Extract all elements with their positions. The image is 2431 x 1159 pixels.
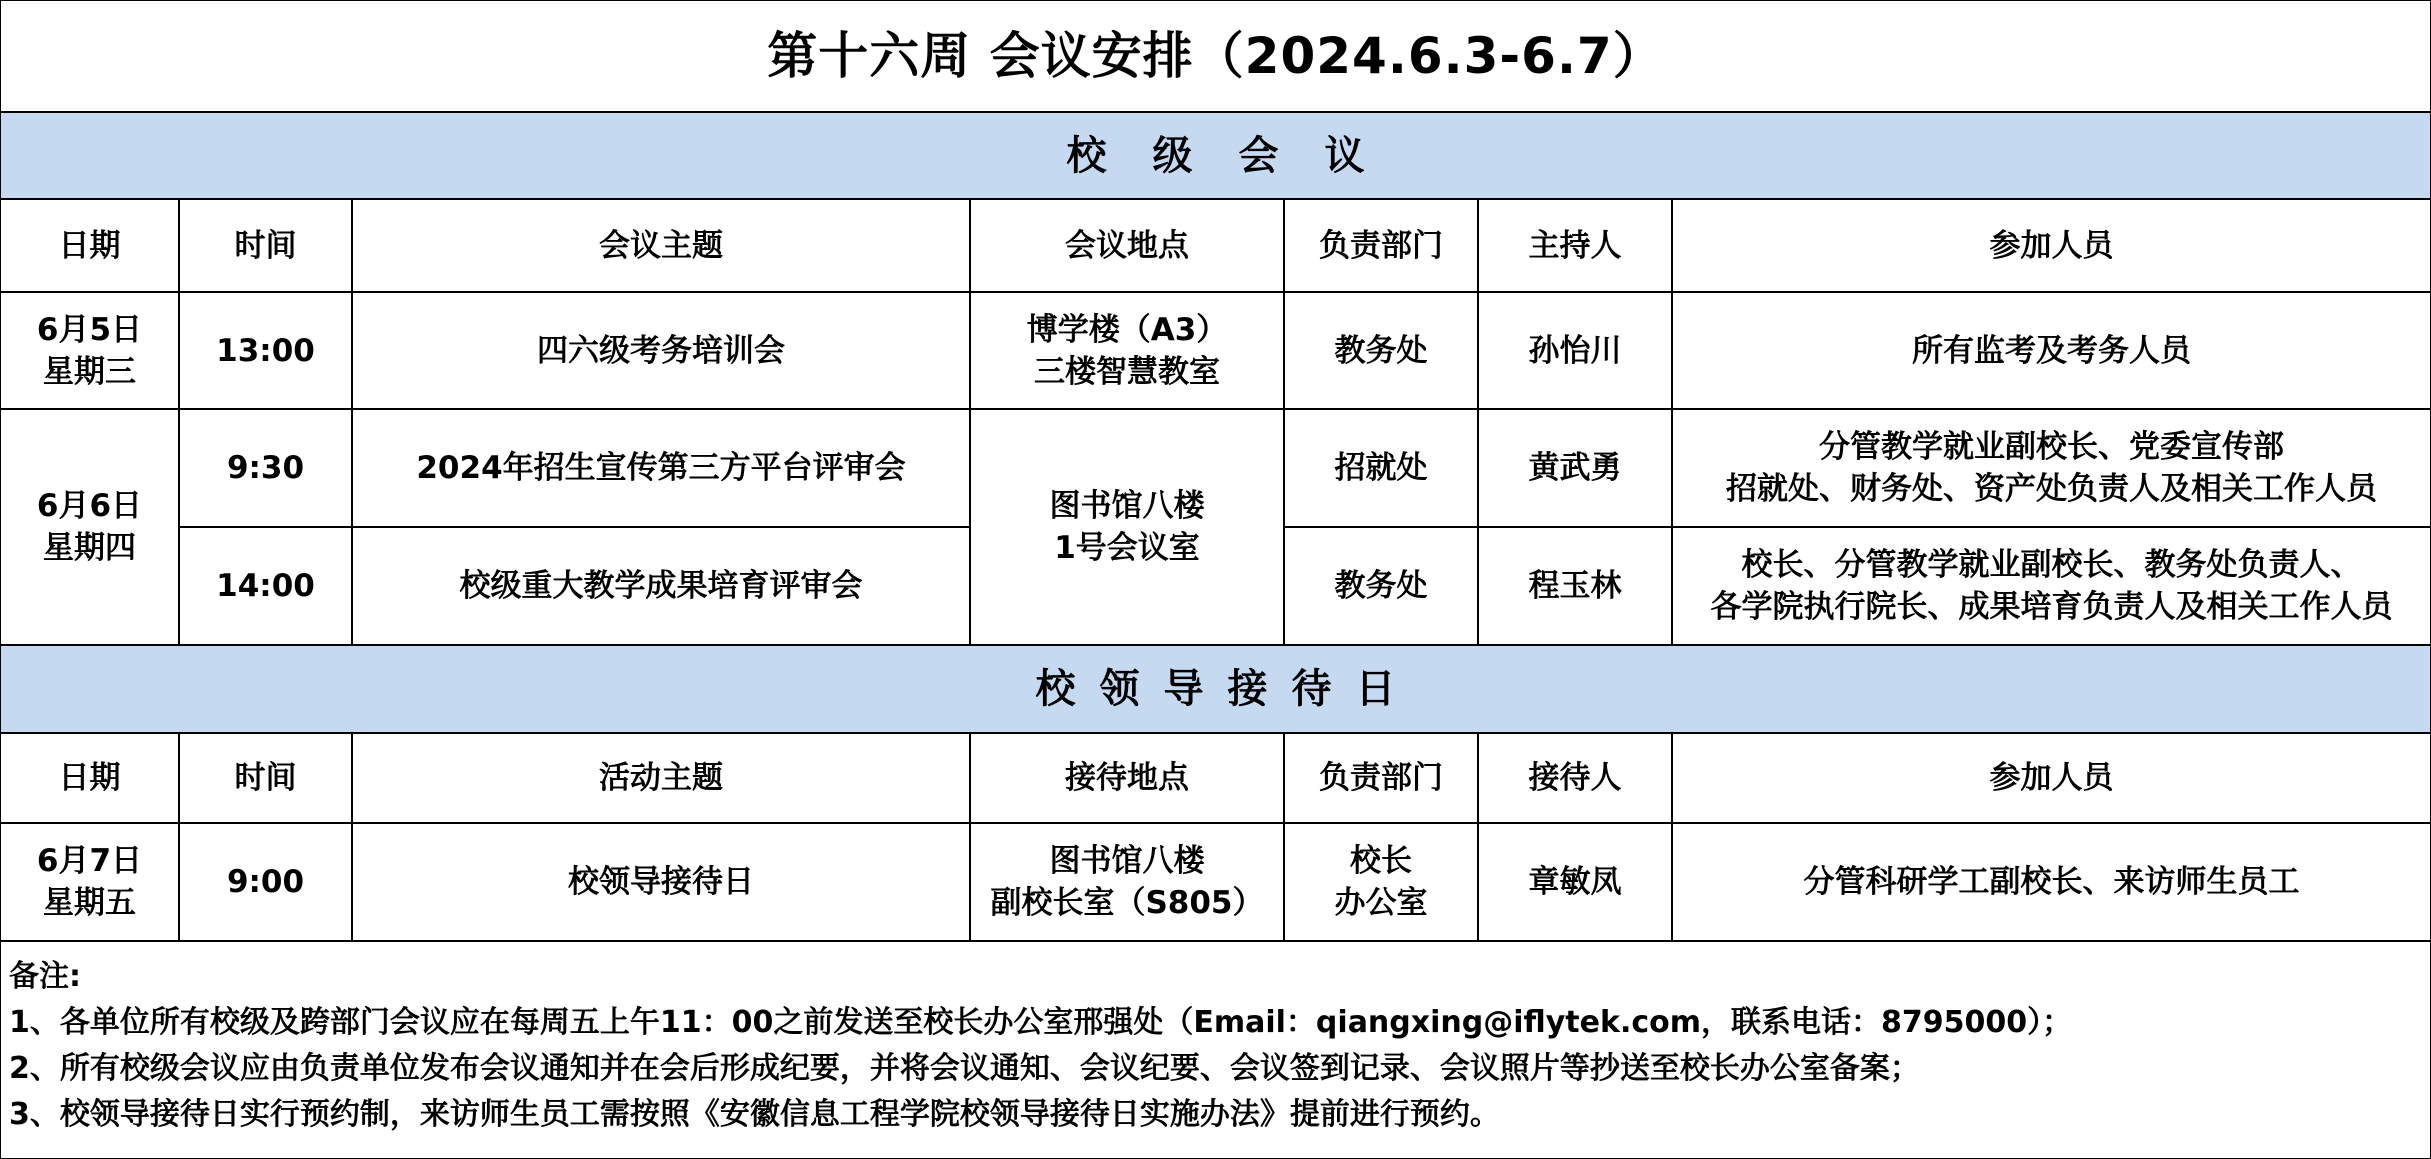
- host-cell: 黄武勇: [1478, 409, 1672, 527]
- date: 6月7日: [36, 843, 143, 879]
- attendees-cell: [1672, 409, 2430, 527]
- attendees-line: 招就处、财务处、资产处负责人及相关工作人员: [1726, 471, 2378, 507]
- header-location: 接待地点: [970, 733, 1284, 823]
- dept-line: 办公室: [1334, 885, 1428, 921]
- dept-cell: 教务处: [1284, 292, 1478, 409]
- dept-cell: 招就处: [1284, 409, 1478, 527]
- date-cell: [1, 409, 179, 645]
- host-cell: 章敏凤: [1478, 823, 1672, 941]
- note-item: 1、各单位所有校级及跨部门会议应在每周五上午11：00之前发送至校长办公室邢强处（Email：qiangxing@iflytek.com，联系电话：8795000）；: [9, 1005, 2073, 1040]
- header-time: 时间: [179, 199, 352, 292]
- table-row: [1, 409, 2430, 527]
- location-line: 图书馆八楼: [1049, 488, 1205, 524]
- host-cell: 孙怡川: [1478, 292, 1672, 409]
- header-topic: 活动主题: [352, 733, 970, 823]
- topic-cell: 2024年招生宣传第三方平台评审会: [352, 409, 970, 527]
- table-row: [1, 823, 2430, 941]
- table-header-row: [1, 733, 2430, 823]
- location-line: 三楼智慧教室: [1034, 353, 1220, 390]
- header-host: 接待人: [1478, 733, 1672, 823]
- date-cell: [1, 823, 179, 941]
- attendees-line: 校长、分管教学就业副校长、教务处负责人、: [1741, 547, 2362, 583]
- note-item: 3、校领导接待日实行预约制，来访师生员工需按照《安徽信息工程学院校领导接待日实施办法》提前进行预约。: [9, 1097, 1500, 1132]
- note-item: 2、所有校级会议应由负责单位发布会议通知并在会后形成纪要，并将会议通知、会议纪要、会议签到记录、会议照片等抄送至校长办公室备案；: [9, 1051, 1920, 1086]
- location-cell: [970, 409, 1284, 645]
- header-date: 日期: [1, 199, 179, 292]
- attendees-line: 分管教学就业副校长、党委宣传部: [1819, 429, 2285, 465]
- notes-label: 备注:: [9, 959, 81, 994]
- header-host: 主持人: [1478, 199, 1672, 292]
- header-topic: 会议主题: [352, 199, 970, 292]
- weekday: 星期三: [43, 353, 136, 390]
- header-dept: 负责部门: [1284, 199, 1478, 292]
- location-line: 1号会议室: [1054, 530, 1200, 566]
- attendees-cell: [1672, 527, 2430, 645]
- dept-cell: 教务处: [1284, 527, 1478, 645]
- weekday: 星期四: [43, 530, 136, 566]
- attendees-cell: 分管科研学工副校长、来访师生员工: [1672, 823, 2430, 941]
- topic-cell: 校级重大教学成果培育评审会: [352, 527, 970, 645]
- time-cell: 9:30: [179, 409, 352, 527]
- date: 6月5日: [36, 311, 143, 348]
- dept-cell: [1284, 823, 1478, 941]
- location-line: 图书馆八楼: [1049, 843, 1205, 879]
- time-cell: 13:00: [179, 292, 352, 409]
- schedule-table: [1, 113, 2430, 942]
- page-title: 第十六周 会议安排（2024.6.3-6.7）: [1, 1, 2430, 113]
- time-cell: 14:00: [179, 527, 352, 645]
- location-line: 博学楼（A3）: [1026, 311, 1228, 348]
- location-cell: [970, 823, 1284, 941]
- attendees-cell: 所有监考及考务人员: [1672, 292, 2430, 409]
- dept-line: 校长: [1350, 843, 1412, 879]
- header-attendees: 参加人员: [1672, 733, 2430, 823]
- table-header-row: [1, 199, 2430, 292]
- header-location: 会议地点: [970, 199, 1284, 292]
- topic-cell: 四六级考务培训会: [352, 292, 970, 409]
- date: 6月6日: [36, 488, 143, 524]
- topic-cell: 校领导接待日: [352, 823, 970, 941]
- header-time: 时间: [179, 733, 352, 823]
- location-cell: [970, 292, 1284, 409]
- section-title-school-meetings: 校级会议: [1, 113, 2430, 199]
- notes-section: [1, 942, 2430, 1138]
- date-cell: [1, 292, 179, 409]
- weekday: 星期五: [43, 885, 136, 921]
- host-cell: 程玉林: [1478, 527, 1672, 645]
- header-dept: 负责部门: [1284, 733, 1478, 823]
- header-date: 日期: [1, 733, 179, 823]
- time-cell: 9:00: [179, 823, 352, 941]
- attendees-line: 各学院执行院长、成果培育负责人及相关工作人员: [1710, 589, 2393, 625]
- location-line: 副校长室（S805）: [990, 885, 1264, 921]
- header-attendees: 参加人员: [1672, 199, 2430, 292]
- table-row: [1, 292, 2430, 409]
- section-title-reception-day: 校领导接待日: [1, 645, 2430, 733]
